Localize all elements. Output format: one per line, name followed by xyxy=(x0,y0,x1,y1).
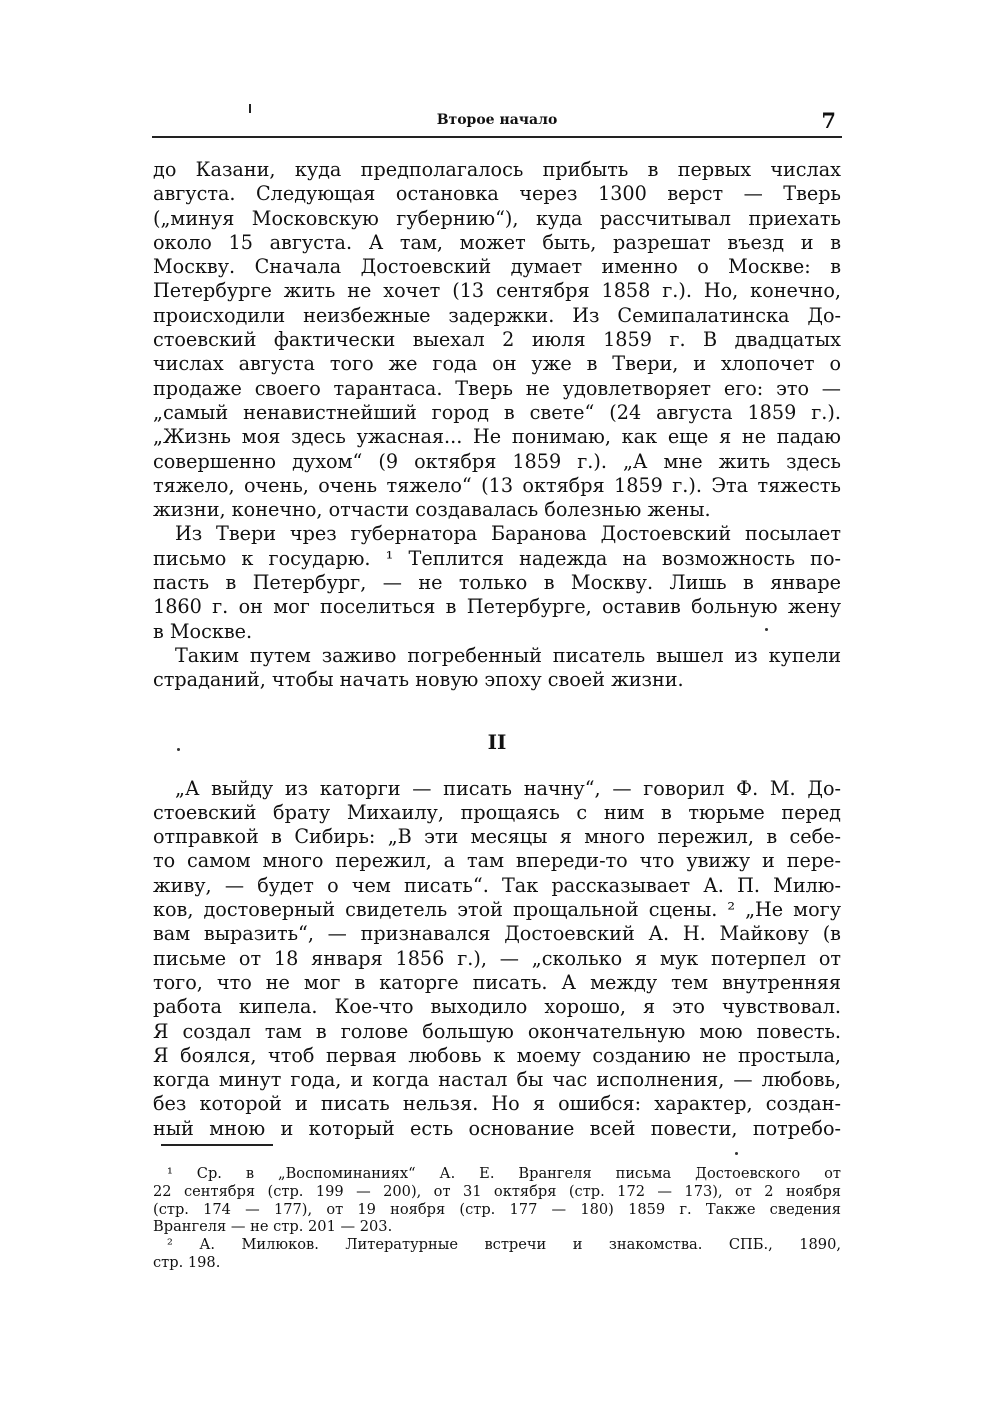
text-line: тяжело, очень, очень тяжело“ (13 октября 1859 г.). Эта тяжесть xyxy=(153,473,841,497)
footnote-line: Врангеля — не стр. 201 — 203. xyxy=(153,1218,393,1236)
text-line: страданий, чтобы начать новую эпоху своей жизни. xyxy=(153,668,684,692)
text-line: письмо к государю. ¹ Теплится надежда на возможность по- xyxy=(153,546,841,570)
paragraph xyxy=(153,644,841,693)
text-line: Из Твери чрез губернатора Баранова Достоевский посылает xyxy=(175,522,841,546)
footnote-line: (стр. 174 — 177), от 19 ноября (стр. 177 — 180) 1859 г. Также сведения xyxy=(153,1200,841,1218)
paragraph xyxy=(153,158,841,522)
text-line: того, что не мог в каторге писать. А между тем внутренняя xyxy=(153,970,841,994)
text-line: около 15 августа. А там, может быть, разрешат въезд и в xyxy=(153,230,841,254)
text-line: до Казани, куда предполагалось прибыть в первых числах xyxy=(153,158,841,181)
text-line: пасть в Петербург, — не только в Москву. Лишь в январе xyxy=(153,571,841,595)
text-line: стоевский брату Михаилу, прощаясь с ним в тюрьме перед xyxy=(153,800,841,824)
text-line: отправкой в Сибирь: „В эти месяцы я много пережил, в себе- xyxy=(153,825,841,849)
paragraph xyxy=(153,522,841,643)
text-line: числах августа того же года он уже в Твери, и хлопочет о xyxy=(153,352,841,376)
text-line: вам выразить“, — признавался Достоевский А. Н. Майкову (в xyxy=(153,922,841,946)
section-number: II xyxy=(487,729,507,754)
text-line: в Москве. xyxy=(153,619,253,643)
text-line: то самом много пережил, а там впереди-то что увижу и пере- xyxy=(153,849,841,873)
running-title: Второе начало xyxy=(436,112,558,128)
text-line: 1860 г. он мог поселиться в Петербурге, оставив больную жену xyxy=(153,595,841,619)
running-header xyxy=(152,108,842,136)
footnote-line: 22 сентября (стр. 199 — 200), от 31 октября (стр. 172 — 173), от 2 ноября xyxy=(153,1182,841,1200)
text-line: Я боялся, чтоб первая любовь к моему созданию не простыла, xyxy=(153,1043,841,1067)
text-line: совершенно духом“ (9 октября 1859 г.). „А мне жить здесь xyxy=(153,449,841,473)
footnote-line: ² А. Милюков. Литературные встречи и знакомства. СПБ., 1890, xyxy=(167,1236,841,1254)
text-line: когда минут года, и когда настал бы час исполнения, — любовь, xyxy=(153,1068,841,1092)
text-line: Петербурге жить не хочет (13 сентября 1858 г.). Но, конечно, xyxy=(153,279,841,303)
text-line: Таким путем заживо погребенный писатель вышел из купели xyxy=(175,643,841,667)
text-line: Я создал там в голове большую окончательную мою повесть. xyxy=(153,1019,841,1043)
text-line: „самый ненавистнейший город в свете“ (24 августа 1859 г.). xyxy=(153,400,841,424)
text-line: ный мною и который есть основание всей повести, потребо- xyxy=(153,1116,841,1140)
text-line: происходили неизбежные задержки. Из Семипалатинска До- xyxy=(153,303,841,327)
footnote-rule xyxy=(161,1144,273,1146)
print-speck xyxy=(735,1152,738,1155)
print-speck xyxy=(177,748,180,751)
text-line: стоевский фактически выехал 2 июля 1859 г. В двадцатых xyxy=(153,328,841,352)
footnotes xyxy=(153,1165,841,1272)
text-line: ков, достоверный свидетель этой прощальной сцены. ² „Не могу xyxy=(153,898,841,922)
text-line: работа кипела. Кое-что выходило хорошо, я это чувствовал. xyxy=(153,995,841,1019)
paragraph xyxy=(153,777,841,1141)
footnote-line: стр. 198. xyxy=(153,1253,221,1271)
print-speck xyxy=(765,628,768,631)
text-line: жизни, конечно, отчасти создавалась болезнью жены. xyxy=(153,498,711,522)
text-line: августа. Следующая остановка через 1300 верст — Тверь xyxy=(153,182,841,206)
header-rule xyxy=(152,136,842,138)
text-line: без которой и писать нельзя. Но я ошибся: характер, создан- xyxy=(153,1092,841,1116)
footnote-line: ¹ Ср. в „Воспоминаниях“ А. Е. Врангеля письма Достоевского от xyxy=(167,1165,841,1182)
text-line: продаже своего тарантаса. Тверь не удовлетворяет его: это — xyxy=(153,376,841,400)
text-line: „А выйду из каторги — писать начну“, — говорил Ф. М. До- xyxy=(175,776,841,800)
text-line: письме от 18 января 1856 г.), — „сколько я мук потерпел от xyxy=(153,946,841,970)
page-number: 7 xyxy=(821,108,836,133)
text-line: Москву. Сначала Достоевский думает именно о Москве: в xyxy=(153,255,841,279)
text-line: живу, — будет о чем писать“. Так рассказывает А. П. Милю- xyxy=(153,873,841,897)
body-text xyxy=(153,158,841,1141)
text-line: („минуя Московскую губернию“), куда рассчитывал приехать xyxy=(153,206,841,230)
text-line: „Жизнь моя здесь ужасная... Не понимаю, как еще я не падаю xyxy=(153,425,841,449)
